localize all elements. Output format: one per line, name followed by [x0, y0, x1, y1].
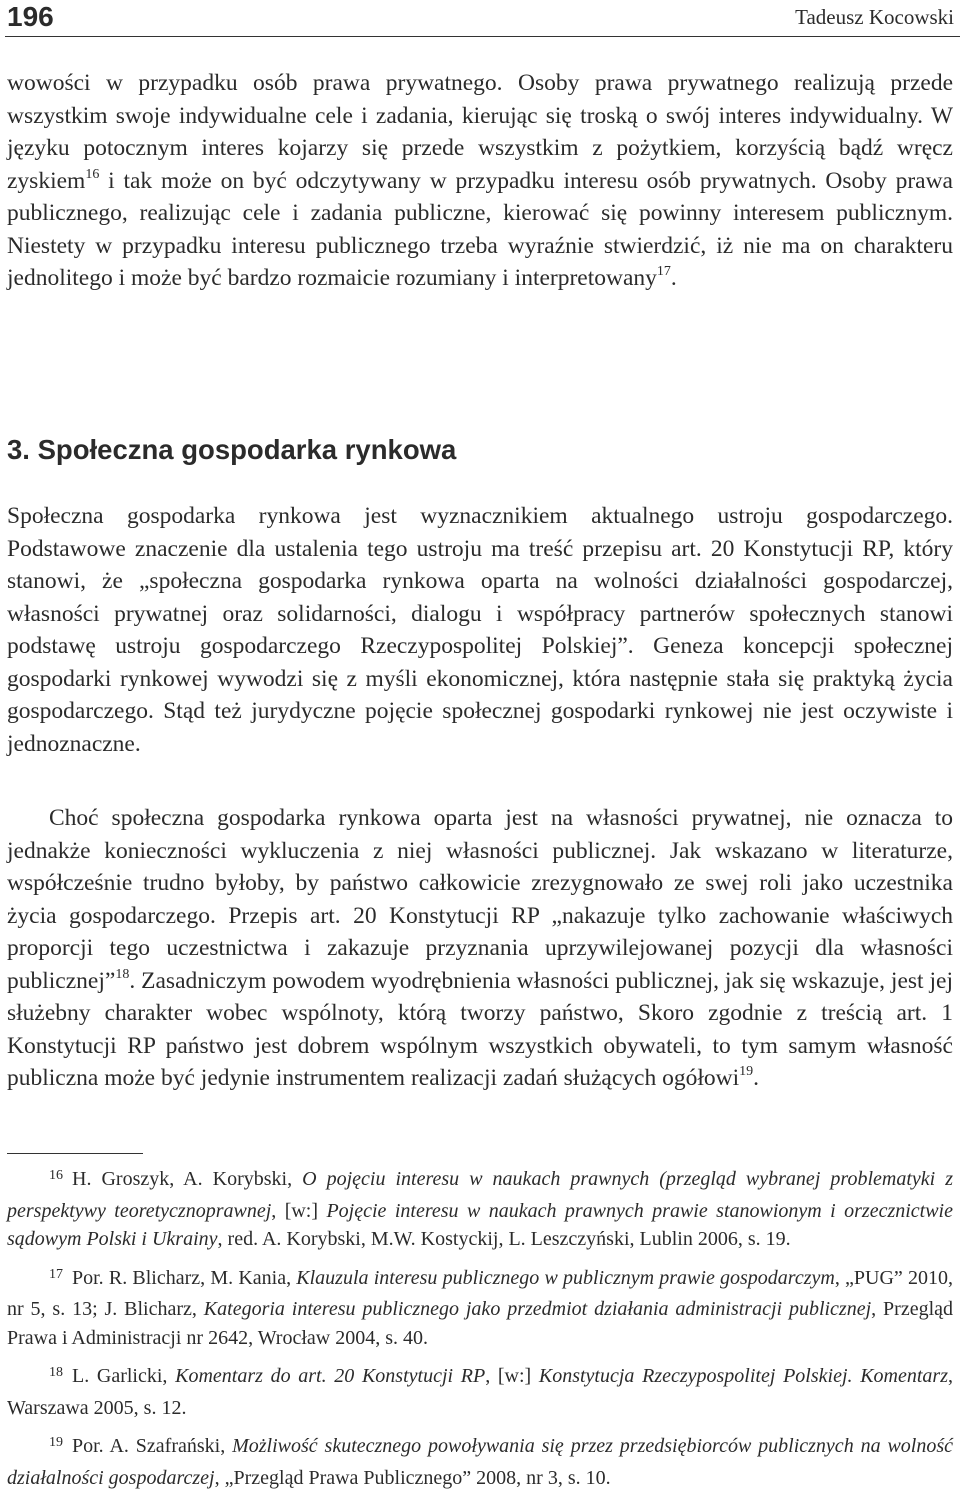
footnote-number: 19	[49, 1435, 63, 1450]
footnote-text: Por. A. Szafrański,	[72, 1435, 233, 1457]
paragraph-text: . Zasadniczym powodem wyodrębnienia własności publicznej, jak się wskazuje, jest jej służebny charakter wobec wspólnoty, którą tworzy państwo, Skoro zgodnie z treścią art. 1 Konstytucji RP państwo jest dobrem wspólnym wszystkich obywateli, to tym samym własność publiczna może być jedynie instrumentem realizacji zadań służących ogółowi	[7, 967, 953, 1091]
section-heading: 3. Społeczna gospodarka rynkowa	[7, 434, 457, 465]
footnote-title: Możliwość skutecznego powoływania się przez przedsiębiorców publicznych na wolność działalności gospodarczej	[7, 1435, 954, 1489]
running-head-author: Tadeusz Kocowski	[795, 5, 954, 29]
header-rule	[5, 36, 960, 37]
footnote-title: O pojęciu interesu w naukach prawnych (przegląd wybranej problematyki z perspektywy teoretycznoprawnej	[7, 1168, 953, 1222]
page-header	[0, 0, 960, 36]
footnote-19	[7, 1432, 953, 1492]
footnote-ref-18: 18	[115, 966, 130, 982]
page-number: 196	[7, 1, 54, 32]
footnote-title: Komentarz do art. 20 Konstytucji RP	[175, 1365, 486, 1387]
footnote-18	[7, 1362, 953, 1422]
footnotes	[7, 1165, 953, 1492]
footnote-separator	[7, 1153, 143, 1154]
footnote-title: Klauzula interesu publicznego w publicznym prawie gospodarczym	[296, 1266, 835, 1289]
paragraph-text: .	[670, 265, 677, 291]
paragraph	[7, 802, 953, 1095]
paragraph-text: i tak może on być odczytywany w przypadku interesu osób prywatnych. Osoby prawa publicznego, realizując cele i zadania publiczne, kierować się powinny interesem publicznym. Niestety w przypadku interesu publicznego trzeba wyraźnie stwierdzić, iż nie ma on charakteru jednolitego i może być bardzo rozmaicie rozumiany i interpretowany	[7, 167, 953, 291]
footnote-text: , [w:]	[271, 1199, 327, 1222]
footnote-text: , Przegląd Prawa i Administracji nr 2642, Wrocław 2004, s. 40.	[7, 1298, 954, 1349]
footnote-text: L. Garlicki,	[72, 1365, 176, 1387]
footnote-ref-17: 17	[656, 264, 671, 280]
footnote-number: 16	[49, 1168, 63, 1183]
footnote-ref-16: 16	[85, 166, 100, 182]
footnote-text: , red. A. Korybski, M.W. Kostyckij, L. Leszczyński, Lublin 2006, s. 19.	[217, 1228, 791, 1250]
footnote-text: , „PUG” 2010, nr 5, s. 13; J. Blicharz,	[7, 1266, 953, 1320]
footnote-text: , „Przegląd Prawa Publicznego” 2008, nr 3, s. 10.	[214, 1466, 611, 1489]
paragraph-text: .	[753, 1065, 760, 1091]
paragraph-text: Choć społeczna gospodarka rynkowa oparta jest na własności prywatnej, nie oznacza to jednakże konieczności wykluczenia z niej własności publicznej. Jak wskazano w literaturze, współcześnie trudno byłoby, by państwo całkowicie zrezygnowało ze swej roli jako uczestnika życia gospodarczego. Przepis art. 20 Konstytucji RP „nakazuje tylko zachowanie właściwych proporcji tego uczestnictwa i zakazuje przyznania uprzywilejowanej pozycji dla własności publicznej”	[7, 805, 953, 994]
footnote-title: Kategoria interesu publicznego jako przedmiot działania administracji publicznej	[203, 1298, 872, 1320]
footnote-text: , [w:]	[485, 1365, 539, 1387]
footnote-ref-19: 19	[739, 1064, 754, 1080]
footnote-text: H. Groszyk, A. Korybski,	[72, 1168, 303, 1190]
footnote-text: , Warszawa 2005, s. 12.	[7, 1365, 953, 1419]
footnote-text: Por. R. Blicharz, M. Kania,	[72, 1266, 297, 1289]
footnote-title: Konstytucja Rzeczypospolitej Polskiej. Komentarz	[538, 1365, 948, 1387]
footnote-title: Pojęcie interesu w naukach prawnych prawie stanowionym i orzecznictwie sądowym Polski i Ukrainy	[7, 1199, 953, 1250]
footnote-number: 17	[49, 1266, 63, 1282]
footnote-number: 18	[49, 1365, 63, 1380]
footnote-17	[7, 1264, 953, 1353]
paragraph-continued	[7, 67, 953, 295]
paragraph: Społeczna gospodarka rynkowa jest wyznacznikiem aktualnego ustroju gospodarczego. Podstawowe znaczenie dla ustalenia tego ustroju ma treść przepisu art. 20 Konstytucji RP, który stanowi, że „społeczna gospodarka rynkowa oparta na wolności działalności gospodarczej, własności prywatnej oraz solidarności, dialogu i współpracy partnerów społecznych stanowi podstawę ustroju gospodarczego Rzeczypospolitej Polskiej”. Geneza koncepcji społecznej gospodarki rynkowej wywodzi się z myśli ekonomicznej, która następnie stała się praktyką życia gospodarczego. Stąd też jurydyczne pojęcie społecznej gospodarki rynkowej nie jest oczywiste i jednoznaczne.	[7, 503, 953, 757]
paragraph-text: wowości w przypadku osób prawa prywatnego. Osoby prawa prywatnego realizują przede wszystkim swoje indywidualne cele i zadania, kierując się troską o swój interes indywidualny. W języku potocznym interes kojarzy się przede wszystkim z pożytkiem, korzyścią bądź wręcz zyskiem	[7, 70, 953, 194]
footnote-16	[7, 1165, 953, 1254]
